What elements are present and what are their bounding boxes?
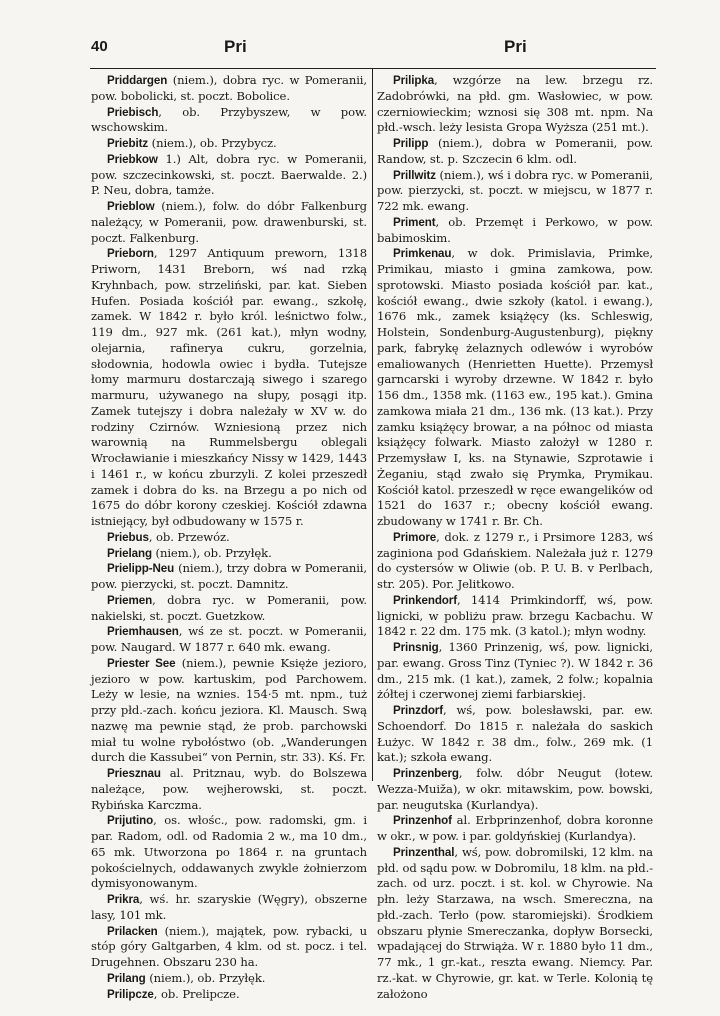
dictionary-entry [91, 136, 367, 152]
entry-paragraph [377, 215, 653, 247]
dictionary-entry [377, 168, 653, 215]
entry-text: (niem.), ob. Przyłęk. [145, 970, 266, 985]
entry-text: al. Erbprinzenhof, dobra koronne w okr., w pow. i par. goldyńskiej (Kurlandya). [377, 813, 653, 843]
entry-paragraph [377, 640, 653, 703]
dictionary-entry [91, 766, 367, 813]
entry-headword: Prilipp [393, 137, 429, 150]
entry-paragraph [91, 152, 367, 199]
dictionary-entry [377, 766, 653, 813]
entry-text: , ob. Przemęt i Perkowo, w pow. babimoskim. [377, 214, 653, 245]
entry-paragraph [91, 987, 367, 1003]
entry-text: , wś, pow. bolesławski, par. ew. Schoendorf. Do 1815 r. należała do saskich Łużyc. W 1842 r. 38 dm., folw., 269 mk. (1 kat.); szkoła ewang. [377, 703, 653, 765]
entry-paragraph [377, 136, 653, 168]
dictionary-entry [91, 246, 367, 530]
entry-text: (niem.), wś i dobra ryc. w Pomeranii, pow. pierzycki, st. poczt. w miejscu, w 1877 r. 722 mk. ewang. [377, 167, 653, 213]
dictionary-entry [91, 813, 367, 892]
entry-headword: Prilipcze [107, 987, 154, 1001]
header-rule [90, 68, 656, 69]
entry-text: , wzgórze na lew. brzegu rz. Zadobrówki, na płd. gm. Wasłowiec, w pow. czerniowieckim; wznosi się 308 mt. npm. Na płd.-wsch. leży lesista Gropa Wyższa (251 mt.). [377, 73, 653, 135]
entry-headword: Prinsnig [393, 641, 439, 654]
entry-headword: Prilacken [107, 924, 158, 938]
entry-headword: Priebkow [107, 152, 158, 166]
entry-headword: Priebus [107, 530, 149, 544]
dictionary-entry [91, 656, 367, 766]
dictionary-entry [91, 199, 367, 246]
entry-text: , wś ze st. poczt. w Pomeranii, pow. Naugard. W 1877 r. 640 mk. ewang. [91, 624, 367, 654]
entry-headword: Prinzenberg [393, 767, 459, 780]
entry-headword: Prilipka [393, 74, 435, 87]
dictionary-entry [377, 703, 653, 766]
dictionary-entry [377, 640, 653, 703]
entry-paragraph [377, 73, 653, 136]
entry-headword: Prillwitz [393, 168, 436, 182]
entry-paragraph [377, 813, 653, 845]
running-head-left: Pri [224, 37, 247, 56]
entry-text: , wś, pow. dobromilski, 12 klm. na płd. od sądu pow. w Dobromilu, 18 klm. na płd.-zach. od urz. poczt. i st. kol. w Chyrowie. Na płn. leży Starzawa, na wsch. Smereczna, na płd.-zach. Terło (pow. staromiejski). Środkiem obszaru płynie Smereczanka, dopływ Borsecki, wpadającej do Strwiąża. W r. 1880 było 11 dm., 77 mk., 1 gr.-kat., reszta ewang. Niemcy. Par. rz.-kat. w Chyrowie, gr. kat. w Terle. Kolonią tę założono [377, 844, 653, 1001]
entry-paragraph [91, 924, 367, 971]
entry-text: , w dok. Primislavia, Primke, Primikau, miasto i gmina zamkowa, pow. sprotowski. Miasto posiada kościół par. kat., kościół ewang., dwie szkoły (katol. i ewang.), 1676 mk., zamek książęcy (ks. Schleswig, Holstein, Sondenburg-Augustenburg), piękny park, fabrykę żelaznych odlewów i wyrobów emaliowanych (Henrietten Huette). Przemysł garncarski i wyroby drzewne. W 1842 r. było 156 dm., 1358 mk. (1163 ew., 195 kat.). Gmina zamkowa miała 21 dm., 136 mk. (13 kat.). Przy zamku książęcy browar, a na północ od miasta książęcy folwark. Miasto założył w 1280 r. Przemysław I, ks. na Stynawie, Szprotawie i Żeganiu, stąd zwało się Prymka, Prymikau. Kościół katol. przeszedł w ręce ewangelików od 1521 do 1637 r.; obecny kościół ewang. zbudowany w 1741 r. Br. Ch. [377, 246, 653, 528]
entry-paragraph [91, 561, 367, 593]
entry-text: (niem.), ob. Przybycz. [148, 136, 277, 150]
entry-text: , 1297 Antiquum preworn, 1318 Priworn, 1431 Breborn, wś nad rzką Kryhnbach, pow. strzeliński, par. kat. Sieben Hufen. Posiada kościół par. ewang., szkołę, zamek. W 1842 r. było król. leśnictwo folw., 119 dm., 927 mk. (261 kat.), młyn wodny, olejarnia, rafinerya cukru, gorzelnia, słodownia, hodowla owiec i bydła. Tutejsze łomy marmuru dostarczają siwego i szarego marmuru, używanego na słupy, posągi itp. Zamek tutejszy i dobra należały w XV w. do rodziny Czirnów. Wzniesioną przez nich warownią na Rummelsbergu oblegali Wrocławianie i mieszkańcy Nissy w 1429, 1443 i 1461 r., w końcu zburzyli. Z kolei przeszedł zamek i dobra do ks. na Brzegu a po nich od 1675 do dóbr korony czeskiej. Kościół zdawna istniejący, był odbudowany w 1575 r. [91, 246, 367, 528]
entry-paragraph [91, 199, 367, 246]
entry-headword: Prinkendorf [393, 593, 457, 607]
entry-headword: Prikra [107, 893, 140, 906]
entry-text: , ob. Przewóz. [148, 529, 230, 544]
entry-headword: Prinzdorf [393, 704, 443, 717]
dictionary-entry [91, 561, 367, 593]
entry-paragraph [377, 168, 653, 215]
entry-headword: Priebitz [107, 137, 149, 150]
entry-headword: Prieborn [107, 247, 154, 261]
entry-text: 1.) Alt, dobra ryc. w Pomeranii, pow. szczecinkowski, st. poczt. Baerwalde. 2.) P. Neu, dobra, tamże. [91, 151, 367, 198]
entry-paragraph [377, 845, 653, 1003]
dictionary-entry [377, 73, 653, 136]
entry-text: , wś. hr. szaryskie (Węgry), obszerne lasy, 101 mk. [91, 892, 367, 922]
dictionary-entry [91, 892, 367, 924]
entry-paragraph [91, 813, 367, 892]
entry-paragraph [91, 246, 367, 530]
entry-headword: Prielipp-Neu [107, 562, 175, 576]
entry-text: (niem.), pewnie Księże jezioro, jezioro w pow. kartuskim, pod Parchowem. Leży w lesie, na wznies. 154·5 mt. npm., tuż przy płd.-zach. końcu jeziora. Kl. Mausch. Swą nazwę ma pewnie stąd, że prob. parchowski miał tu wolne rybołóstwo (ob. „Wanderungen durch die Kassubei“ von Pernin, str. 33). Kś. Fr. [91, 655, 367, 765]
entry-paragraph [91, 593, 367, 625]
dictionary-entry [91, 105, 367, 137]
entry-headword: Priemen [107, 593, 153, 607]
entry-paragraph [91, 73, 367, 105]
dictionary-entry [91, 987, 367, 1003]
entry-headword: Priemhausen [107, 625, 179, 639]
dictionary-entry [91, 971, 367, 987]
left-column [91, 73, 367, 1002]
entry-text: , os. włośc., pow. radomski, gm. i par. Radom, odl. od Radomia 2 w., ma 10 dm., 65 mk. Utworzona po 1864 r. na gruntach pokościelnych, oddawanych zwykle żołnierzom dymisyonowanym. [91, 813, 367, 891]
entry-headword: Priester See [107, 656, 176, 670]
entry-paragraph [377, 530, 653, 593]
entry-text: , 1360 Prinzenig, wś, pow. lignicki, par. ewang. Gross Tinz (Tyniec ?). W 1842 r. 36 dm., 215 mk. (1 kat.), zamek, 2 folw.; kopalnia żółtej i czerwonej ziemi farbiarskiej. [377, 640, 653, 702]
dictionary-entry [91, 924, 367, 971]
entry-headword: Priment [393, 215, 436, 229]
entry-text: al. Pritznau, wyb. do Bolszewa należące, pow. wejherowski, st. poczt. Rybińska Karczma. [91, 766, 367, 812]
entry-headword: Prinzenthal [393, 845, 455, 859]
dictionary-entry [377, 845, 653, 1003]
entry-paragraph [377, 593, 653, 640]
entry-headword: Priesznau [107, 767, 161, 780]
entry-headword: Priddargen [107, 74, 168, 87]
dictionary-entry [377, 813, 653, 845]
right-column [377, 73, 653, 1002]
dictionary-entry [377, 593, 653, 640]
entry-paragraph [377, 766, 653, 813]
dictionary-entry [91, 73, 367, 105]
entry-paragraph [377, 246, 653, 530]
running-head-right: Pri [504, 37, 527, 56]
entry-text: (niem.), ob. Przyłęk. [151, 545, 272, 560]
dictionary-entry [91, 152, 367, 199]
entry-text: , folw. dóbr Neugut (łotew. Wezza-Muiža), w okr. mitawskim, pow. bowski, par. neugutska (Kurlandya). [377, 766, 653, 812]
entry-paragraph [91, 656, 367, 766]
entry-text: , ob. Prelipcze. [153, 986, 240, 1001]
column-divider [372, 69, 373, 781]
entry-paragraph [91, 624, 367, 656]
entry-headword: Prinzenhof [393, 814, 452, 828]
entry-paragraph [91, 105, 367, 137]
page-number: 40 [91, 38, 108, 55]
entry-headword: Priebisch [107, 105, 159, 119]
dictionary-entry [91, 546, 367, 562]
entry-headword: Prieblow [107, 200, 155, 213]
entry-text: , 1414 Primkindorff, wś, pow. lignicki, w pobliżu praw. brzegu Kacbachu. W 1842 r. 22 dm. 175 mk. (3 katol.); młyn wodny. [377, 592, 653, 639]
dictionary-entry [91, 624, 367, 656]
entry-paragraph [91, 530, 367, 546]
entry-paragraph [91, 892, 367, 924]
entry-text: , ob. Przybyszew, w pow. wschowskim. [91, 104, 367, 135]
entry-paragraph [91, 766, 367, 813]
entry-text: , dok. z 1279 r., i Prsimore 1283, wś zaginiona pod Gdańskiem. Należała już r. 1279 do cystersów w Oliwie (ob. P. U. B. v Perlbach, str. 205). Por. Jelitkowo. [377, 529, 653, 591]
dictionary-entry [377, 530, 653, 593]
entry-headword: Prielang [107, 546, 152, 560]
dictionary-entry [377, 246, 653, 530]
entry-text: (niem.), trzy dobra w Pomeranii, pow. pierzycki, st. poczt. Damnitz. [91, 561, 367, 591]
dictionary-entry [91, 593, 367, 625]
entry-paragraph [91, 546, 367, 562]
entry-text: (niem.), majątek, pow. rybacki, u stóp góry Galtgarben, 4 klm. od st. pocz. i tel. Drugehnen. Obszaru 230 ha. [91, 923, 367, 969]
entry-headword: Primkenau [393, 247, 452, 261]
entry-headword: Prilang [107, 971, 146, 985]
dictionary-entry [377, 215, 653, 247]
entry-headword: Primore [393, 530, 437, 544]
entry-text: (niem.), folw. do dóbr Falkenburg należący, w Pomeranii, pow. drawenburski, st. poczt. Falkenburg. [91, 199, 367, 245]
entry-paragraph [91, 136, 367, 152]
dictionary-entry [377, 136, 653, 168]
entry-text: , dobra ryc. w Pomeranii, pow. nakielski, st. poczt. Guetzkow. [91, 592, 367, 623]
entry-paragraph [91, 971, 367, 987]
entry-text: (niem.), dobra ryc. w Pomeranii, pow. bobolicki, st. poczt. Bobolice. [91, 73, 367, 103]
dictionary-entry [91, 530, 367, 546]
entry-headword: Prijutino [107, 814, 154, 828]
entry-paragraph [377, 703, 653, 766]
entry-text: (niem.), dobra w Pomeranii, pow. Randow, st. p. Szczecin 6 klm. odl. [377, 136, 653, 166]
